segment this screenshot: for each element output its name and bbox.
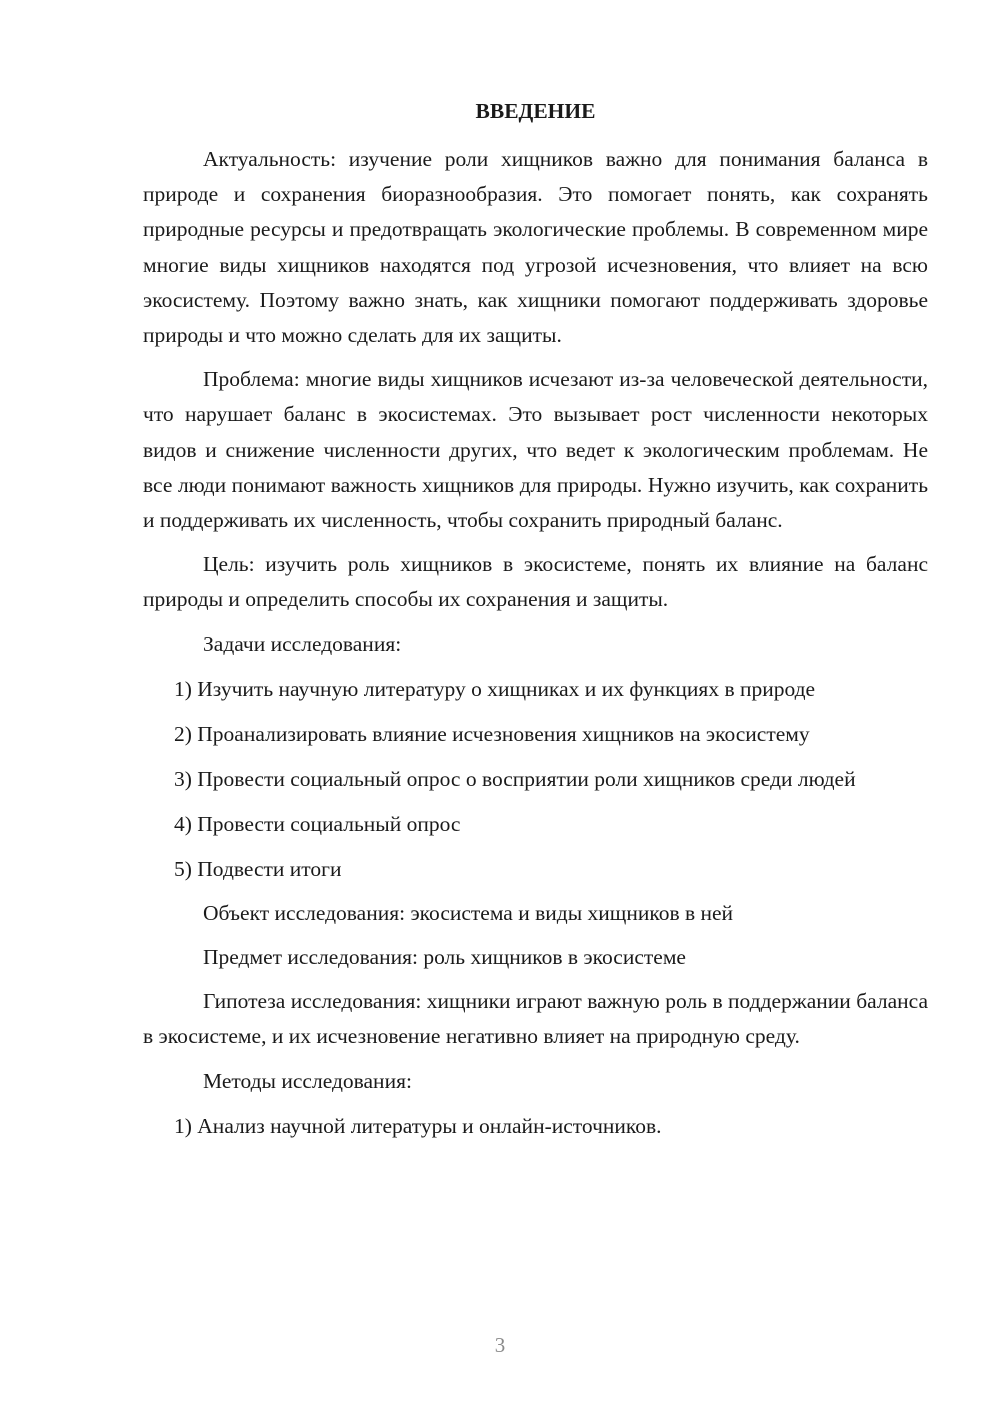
relevance-paragraph: Актуальность: изучение роли хищников важно для понимания баланса в природе и сохранения биоразнообразия. Это помогает понять, как сохранять природные ресурсы и предотвращать экологические проблемы. В современном мире многие виды хищников находятся под угрозой исчезновения, что влияет на всю экосистему. Поэтому важно знать, как хищники помогают поддерживать здоровье природы и что можно сделать для их защиты.	[143, 147, 928, 348]
task-item: 4) Провести социальный опрос	[174, 811, 461, 836]
task-item: 3) Провести социальный опрос о восприятии роли хищников среди людей	[174, 766, 856, 791]
object-paragraph: Объект исследования: экосистема и виды хищников в ней	[203, 900, 734, 925]
methods-heading: Методы исследования:	[203, 1068, 412, 1093]
task-item: 2) Проанализировать влияние исчезновения хищников на экосистему	[174, 721, 810, 746]
method-item: 1) Анализ научной литературы и онлайн-источников.	[174, 1113, 662, 1138]
task-item: 5) Подвести итоги	[174, 856, 342, 881]
goal-paragraph: Цель: изучить роль хищников в экосистеме, понять их влияние на баланс природы и определить способы их сохранения и защиты.	[143, 552, 928, 612]
hypothesis-paragraph: Гипотеза исследования: хищники играют важную роль в поддержании баланса в экосистеме, и их исчезновение негативно влияет на природную среду.	[143, 989, 928, 1049]
section-title: ВВЕДЕНИЕ	[475, 99, 596, 123]
tasks-heading: Задачи исследования:	[203, 631, 402, 656]
task-item: 1) Изучить научную литературу о хищниках и их функциях в природе	[174, 676, 816, 701]
subject-paragraph: Предмет исследования: роль хищников в экосистеме	[203, 945, 686, 970]
page-number: 3	[494, 1333, 506, 1357]
problem-paragraph: Проблема: многие виды хищников исчезают из-за человеческой деятельности, что нарушает баланс в экосистемах. Это вызывает рост численности некоторых видов и снижение численности других, что ведет к экологическим проблемам. Не все люди понимают важность хищников для природы. Нужно изучить, как сохранить и поддерживать их численность, чтобы сохранить природный баланс.	[143, 367, 928, 533]
document-body	[143, 94, 928, 1144]
